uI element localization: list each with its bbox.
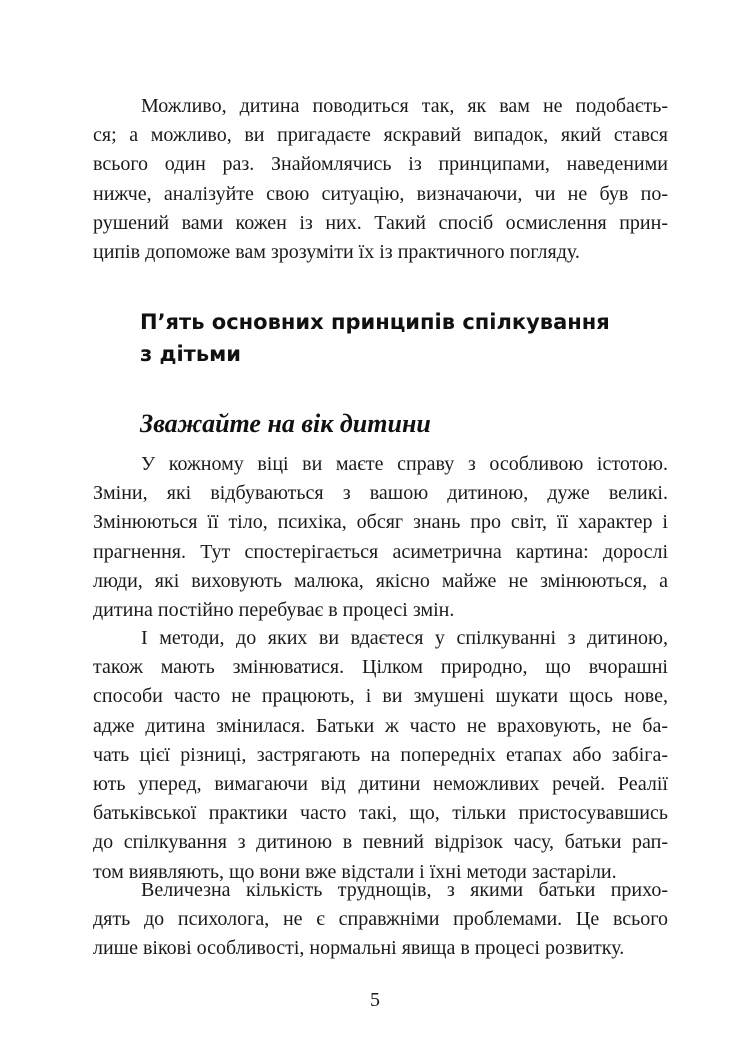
text-line: дять до психолога, не є справжніми проблемами. Це всього	[93, 908, 668, 931]
text-line: способи часто не працюють, і ви змушені шукати щось нове,	[93, 685, 668, 708]
paragraph-difficulties	[93, 876, 668, 964]
text-line: прагнення. Тут спостерігається асиметрична картина: дорослі	[93, 540, 668, 563]
section-heading-line: П’ять основних принципів спілкування	[140, 310, 610, 334]
text-line: дитина постійно перебуває в процесі змін.	[93, 598, 455, 621]
page-number: 5	[370, 989, 380, 1011]
text-line: люди, які виховують малюка, якісно майже не змінюються, а	[93, 569, 668, 592]
section-heading	[140, 306, 660, 370]
paragraph-age	[93, 450, 668, 625]
text-line: ся; а можливо, ви пригадаєте яскравий випадок, який стався	[93, 124, 668, 147]
text-line: до спілкування з дитиною в певний відрізок часу, батьки рап-	[93, 831, 668, 854]
text-line: У кожному віці ви маєте справу з особливою істотою.	[141, 453, 668, 475]
text-line: ють уперед, вимагаючи від дитини неможливих речей. Реалії	[93, 772, 668, 795]
text-line: Зміни, які відбуваються з вашою дитиною, дуже великі.	[93, 482, 668, 505]
text-line: чать цієї різниці, застрягають на попередніх етапах або забіга-	[93, 743, 668, 766]
section-heading-line: з дітьми	[140, 342, 242, 366]
paragraph-intro	[93, 92, 668, 267]
text-line: рушений вами кожен із них. Такий спосіб осмислення прин-	[93, 211, 668, 234]
subheading: Зважайте на вік дитини	[140, 409, 431, 438]
paragraph-methods	[93, 624, 668, 887]
text-line: Змінюються її тіло, психіка, обсяг знань про світ, її характер і	[93, 511, 668, 534]
text-line: нижче, аналізуйте свою ситуацію, визначаючи, чи не був по-	[93, 182, 668, 205]
text-line: Можливо, дитина поводиться так, як вам не подобаєть-	[141, 95, 668, 117]
text-line: Величезна кількість труднощів, з якими батьки прихо-	[141, 879, 668, 901]
text-line: також мають змінюватися. Цілком природно, що вчорашні	[93, 656, 668, 679]
text-line: батьківської практики часто такі, що, тільки пристосувавшись	[93, 802, 668, 825]
text-line: всього один раз. Знайомлячись із принципами, наведеними	[93, 153, 668, 176]
text-line: том виявляють, що вони вже відстали і їхні методи застаріли.	[93, 860, 617, 883]
text-line: І методи, до яких ви вдаєтеся у спілкуванні з дитиною,	[141, 627, 668, 649]
text-line: адже дитина змінилася. Батьки ж часто не враховують, не ба-	[93, 714, 668, 737]
text-line: ципів допоможе вам зрозуміти їх із практичного погляду.	[93, 240, 580, 263]
text-line: лише вікові особливості, нормальні явища в процесі розвитку.	[93, 937, 625, 960]
